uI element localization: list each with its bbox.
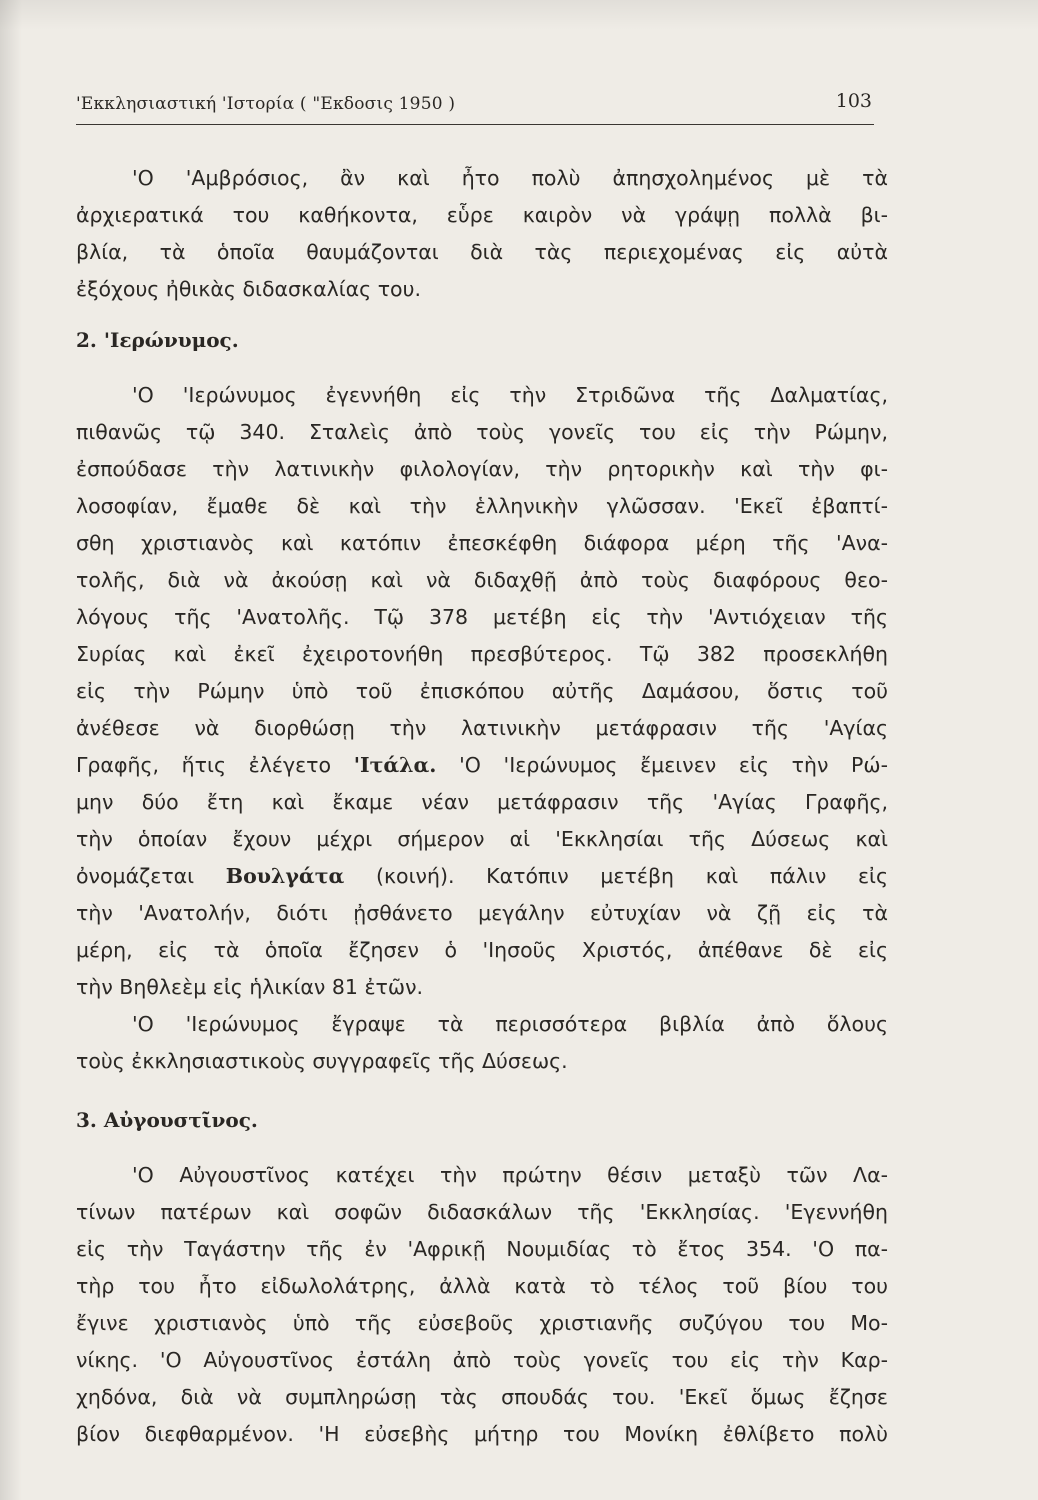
text-fragment: (κοινή). Κατόπιν μετέβη καὶ πάλιν εἰς bbox=[344, 864, 888, 888]
header-rule bbox=[76, 124, 874, 125]
text-line: ἀρχιερατικά του καθήκοντα, εὗρε καιρὸν νὰ γράψῃ πολλὰ βι- bbox=[76, 203, 888, 227]
text-fragment: 'Ο 'Ιερώνυμος ἔμεινεν εἰς τὴν Ρώ- bbox=[436, 753, 888, 777]
text-line: τίνων πατέρων καὶ σοφῶν διδασκάλων τῆς 'Εκκλησίας. 'Εγεννήθη bbox=[76, 1200, 888, 1224]
text-line: μην δύο ἔτη καὶ ἔκαμε νέαν μετάφρασιν τῆς 'Αγίας Γραφῆς, bbox=[76, 790, 888, 814]
text-line: λόγους τῆς 'Ανατολῆς. Τῷ 378 μετέβη εἰς τὴν 'Αντιόχειαν τῆς bbox=[76, 605, 888, 629]
text-line bbox=[76, 747, 888, 784]
text-line: μέρη, εἰς τὰ ὁποῖα ἔζησεν ὁ 'Ιησοῦς Χριστός, ἀπέθανε δὲ εἰς bbox=[76, 938, 888, 962]
text-line: εἰς τὴν Ταγάστην τῆς ἐν 'Αφρικῇ Νουμιδίας τὸ ἔτος 354. 'Ο πα- bbox=[76, 1237, 888, 1261]
text-line: βλία, τὰ ὁποῖα θαυμάζονται διὰ τὰς περιεχομένας εἰς αὐτὰ bbox=[76, 240, 888, 264]
text-line: νίκης. 'Ο Αὐγουστῖνος ἐστάλη ἀπὸ τοὺς γονεῖς του εἰς τὴν Καρ- bbox=[76, 1348, 888, 1372]
text-line: τὴν Βηθλεὲμ εἰς ἡλικίαν 81 ἐτῶν. bbox=[76, 975, 424, 999]
text-line: Συρίας καὶ ἐκεῖ ἐχειροτονήθη πρεσβύτερος. Τῷ 382 προσεκλήθη bbox=[76, 642, 888, 666]
text-line: 'Ο 'Ιερώνυμος ἔγραψε τὰ περισσότερα βιβλία ἀπὸ ὅλους bbox=[132, 1012, 888, 1036]
running-head bbox=[76, 88, 876, 122]
text-line: εἰς τὴν Ρώμην ὑπὸ τοῦ ἐπισκόπου αὐτῆς Δαμάσου, ὅστις τοῦ bbox=[76, 679, 888, 703]
text-line: 'Ο 'Ιερώνυμος ἐγεννήθη εἰς τὴν Στριδῶνα τῆς Δαλματίας, bbox=[132, 383, 888, 407]
text-fragment: ὀνομάζεται bbox=[76, 864, 226, 888]
text-line: ἐξόχους ἠθικὰς διδασκαλίας του. bbox=[76, 277, 421, 301]
text-fragment: Γραφῆς, ἥτις ἐλέγετο bbox=[76, 753, 354, 777]
text-line: πιθανῶς τῷ 340. Σταλεὶς ἀπὸ τοὺς γονεῖς του εἰς τὴν Ρώμην, bbox=[76, 420, 888, 444]
text-line: ἀνέθεσε νὰ διορθώσῃ τὴν λατινικὴν μετάφρασιν τῆς 'Αγίας bbox=[76, 716, 888, 740]
text-line: λοσοφίαν, ἔμαθε δὲ καὶ τὴν ἑλληνικὴν γλῶσσαν. 'Εκεῖ ἐβαπτί- bbox=[76, 494, 888, 518]
body-text bbox=[76, 160, 896, 1453]
text-line: τὴρ του ἦτο εἰδωλολάτρης, ἀλλὰ κατὰ τὸ τέλος τοῦ βίου του bbox=[76, 1274, 888, 1298]
text-line: τὴν 'Ανατολήν, διότι ᾐσθάνετο μεγάλην εὐτυχίαν νὰ ζῇ εἰς τὰ bbox=[76, 901, 888, 925]
text-line: τοὺς ἐκκλησιαστικοὺς συγγραφεῖς τῆς Δύσεως. bbox=[76, 1049, 568, 1073]
running-title: 'Εκκλησιαστική 'Ιστορία ( "Εκδοσις 1950 ) bbox=[76, 94, 456, 114]
text-line: ἐσπούδασε τὴν λατινικὴν φιλολογίαν, τὴν ρητορικὴν καὶ τὴν φι- bbox=[76, 457, 888, 481]
text-line: ἔγινε χριστιανὸς ὑπὸ τῆς εὐσεβοῦς χριστιανῆς συζύγου του Μο- bbox=[76, 1311, 888, 1335]
text-line bbox=[76, 858, 888, 895]
text-line: 'Ο Αὐγουστῖνος κατέχει τὴν πρώτην θέσιν μεταξὺ τῶν Λα- bbox=[132, 1163, 888, 1187]
text-line: βίον διεφθαρμένον. 'Η εὐσεβὴς μήτηρ του Μονίκη ἐθλίβετο πολὺ bbox=[76, 1422, 888, 1446]
text-line: τὴν ὁποίαν ἔχουν μέχρι σήμερον αἱ 'Εκκλησίαι τῆς Δύσεως καὶ bbox=[76, 827, 888, 851]
text-line: τολῆς, διὰ νὰ ἀκούσῃ καὶ νὰ διδαχθῇ ἀπὸ τοὺς διαφόρους θεο- bbox=[76, 568, 888, 592]
text-line: σθη χριστιανὸς καὶ κατόπιν ἐπεσκέφθη διάφορα μέρη τῆς 'Ανα- bbox=[76, 531, 888, 555]
term-itala: 'Ιτάλα. bbox=[353, 753, 437, 777]
section-heading-augustine: 3. Αὐγουστῖνος. bbox=[76, 1108, 258, 1132]
section-heading-jerome: 2. 'Ιερώνυμος. bbox=[76, 328, 239, 352]
text-line: χηδόνα, διὰ νὰ συμπληρώσῃ τὰς σπουδάς του. 'Εκεῖ ὅμως ἔζησε bbox=[76, 1385, 888, 1409]
page-number: 103 bbox=[835, 90, 872, 112]
text-line: 'Ο 'Αμβρόσιος, ἂν καὶ ἦτο πολὺ ἀπησχολημένος μὲ τὰ bbox=[132, 166, 888, 190]
term-vulgata: Βουλγάτα bbox=[225, 864, 345, 888]
